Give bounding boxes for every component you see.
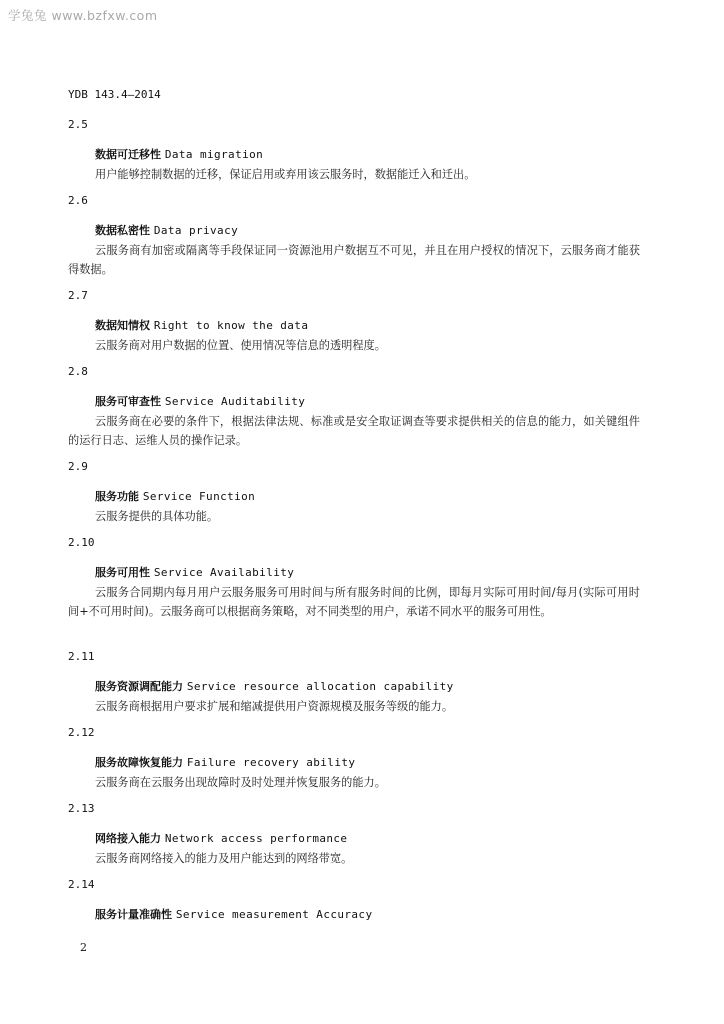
section-title-en: Data migration — [164, 148, 264, 161]
section-body: 云服务合同期内每月用户云服务服务可用时间与所有服务时间的比例，即每月实际可用时间/每月(实际可用时间+不可用时间)。云服务商可以根据商务策略，对不同类型的用户，承诺不同水平的服务可用性。 — [68, 586, 640, 618]
section-title-en: Service Availability — [153, 566, 295, 579]
section-title-zh: 服务可用性 — [95, 566, 150, 579]
section-body: 云服务商对用户数据的位置、使用情况等信息的透明程度。 — [95, 339, 386, 352]
section-body: 云服务商有加密或隔离等手段保证同一资源池用户数据互不可见，并且在用户授权的情况下，云服务商才能获得数据。 — [68, 244, 640, 276]
section-number: 2.12 — [68, 726, 95, 739]
section-title — [95, 393, 305, 409]
section-body: 用户能够控制数据的迁移，保证启用或弃用该云服务时，数据能迁入和迁出。 — [95, 168, 476, 181]
section-title — [95, 678, 454, 694]
section-title — [95, 146, 263, 162]
section-number: 2.13 — [68, 802, 95, 815]
section-body: 云服务商在云服务出现故障时及时处理并恢复服务的能力。 — [95, 776, 386, 789]
section-title-zh: 数据知情权 — [95, 319, 150, 332]
section-title — [95, 488, 255, 504]
section-title — [95, 754, 355, 770]
section-title — [95, 564, 294, 580]
section-body: 云服务商网络接入的能力及用户能达到的网络带宽。 — [95, 852, 353, 865]
section-number: 2.14 — [68, 878, 95, 891]
section-title-zh: 服务计量准确性 — [95, 908, 172, 921]
section-title — [95, 906, 372, 922]
section-number: 2.8 — [68, 365, 88, 378]
section-title-en: Network access performance — [164, 832, 348, 845]
section-body: 云服务商根据用户要求扩展和缩减提供用户资源规模及服务等级的能力。 — [95, 700, 454, 713]
section-title-zh: 服务可审查性 — [95, 395, 161, 408]
section-title-zh: 服务故障恢复能力 — [95, 756, 183, 769]
section-title — [95, 830, 347, 846]
section-number: 2.9 — [68, 460, 88, 473]
section-number: 2.6 — [68, 194, 88, 207]
section-title-en: Service Function — [142, 490, 256, 503]
section-number: 2.5 — [68, 118, 88, 131]
section-title-en: Service resource allocation capability — [186, 680, 454, 693]
section-title-en: Failure recovery ability — [186, 756, 356, 769]
section-title — [95, 222, 238, 238]
section-title-zh: 数据私密性 — [95, 224, 150, 237]
section-title — [95, 317, 308, 333]
section-title-zh: 数据可迁移性 — [95, 148, 161, 161]
section-body: 云服务提供的具体功能。 — [95, 510, 219, 523]
section-number: 2.7 — [68, 289, 88, 302]
section-title-zh: 服务资源调配能力 — [95, 680, 183, 693]
section-title-en: Service Auditability — [164, 395, 306, 408]
section-title-en: Right to know the data — [153, 319, 309, 332]
section-number: 2.11 — [68, 650, 95, 663]
page-number: 2 — [80, 941, 87, 954]
document-id: YDB 143.4—2014 — [68, 88, 161, 101]
watermark-text: 学兔兔 www.bzfxw.com — [8, 8, 158, 23]
section-body: 云服务商在必要的条件下，根据法律法规、标准或是安全取证调查等要求提供相关的信息的能力，如关键组件的运行日志、运维人员的操作记录。 — [68, 415, 640, 447]
section-title-en: Data privacy — [153, 224, 239, 237]
section-title-en: Service measurement Accuracy — [175, 908, 373, 921]
section-title-zh: 服务功能 — [95, 490, 139, 503]
section-title-zh: 网络接入能力 — [95, 832, 161, 845]
section-number: 2.10 — [68, 536, 95, 549]
